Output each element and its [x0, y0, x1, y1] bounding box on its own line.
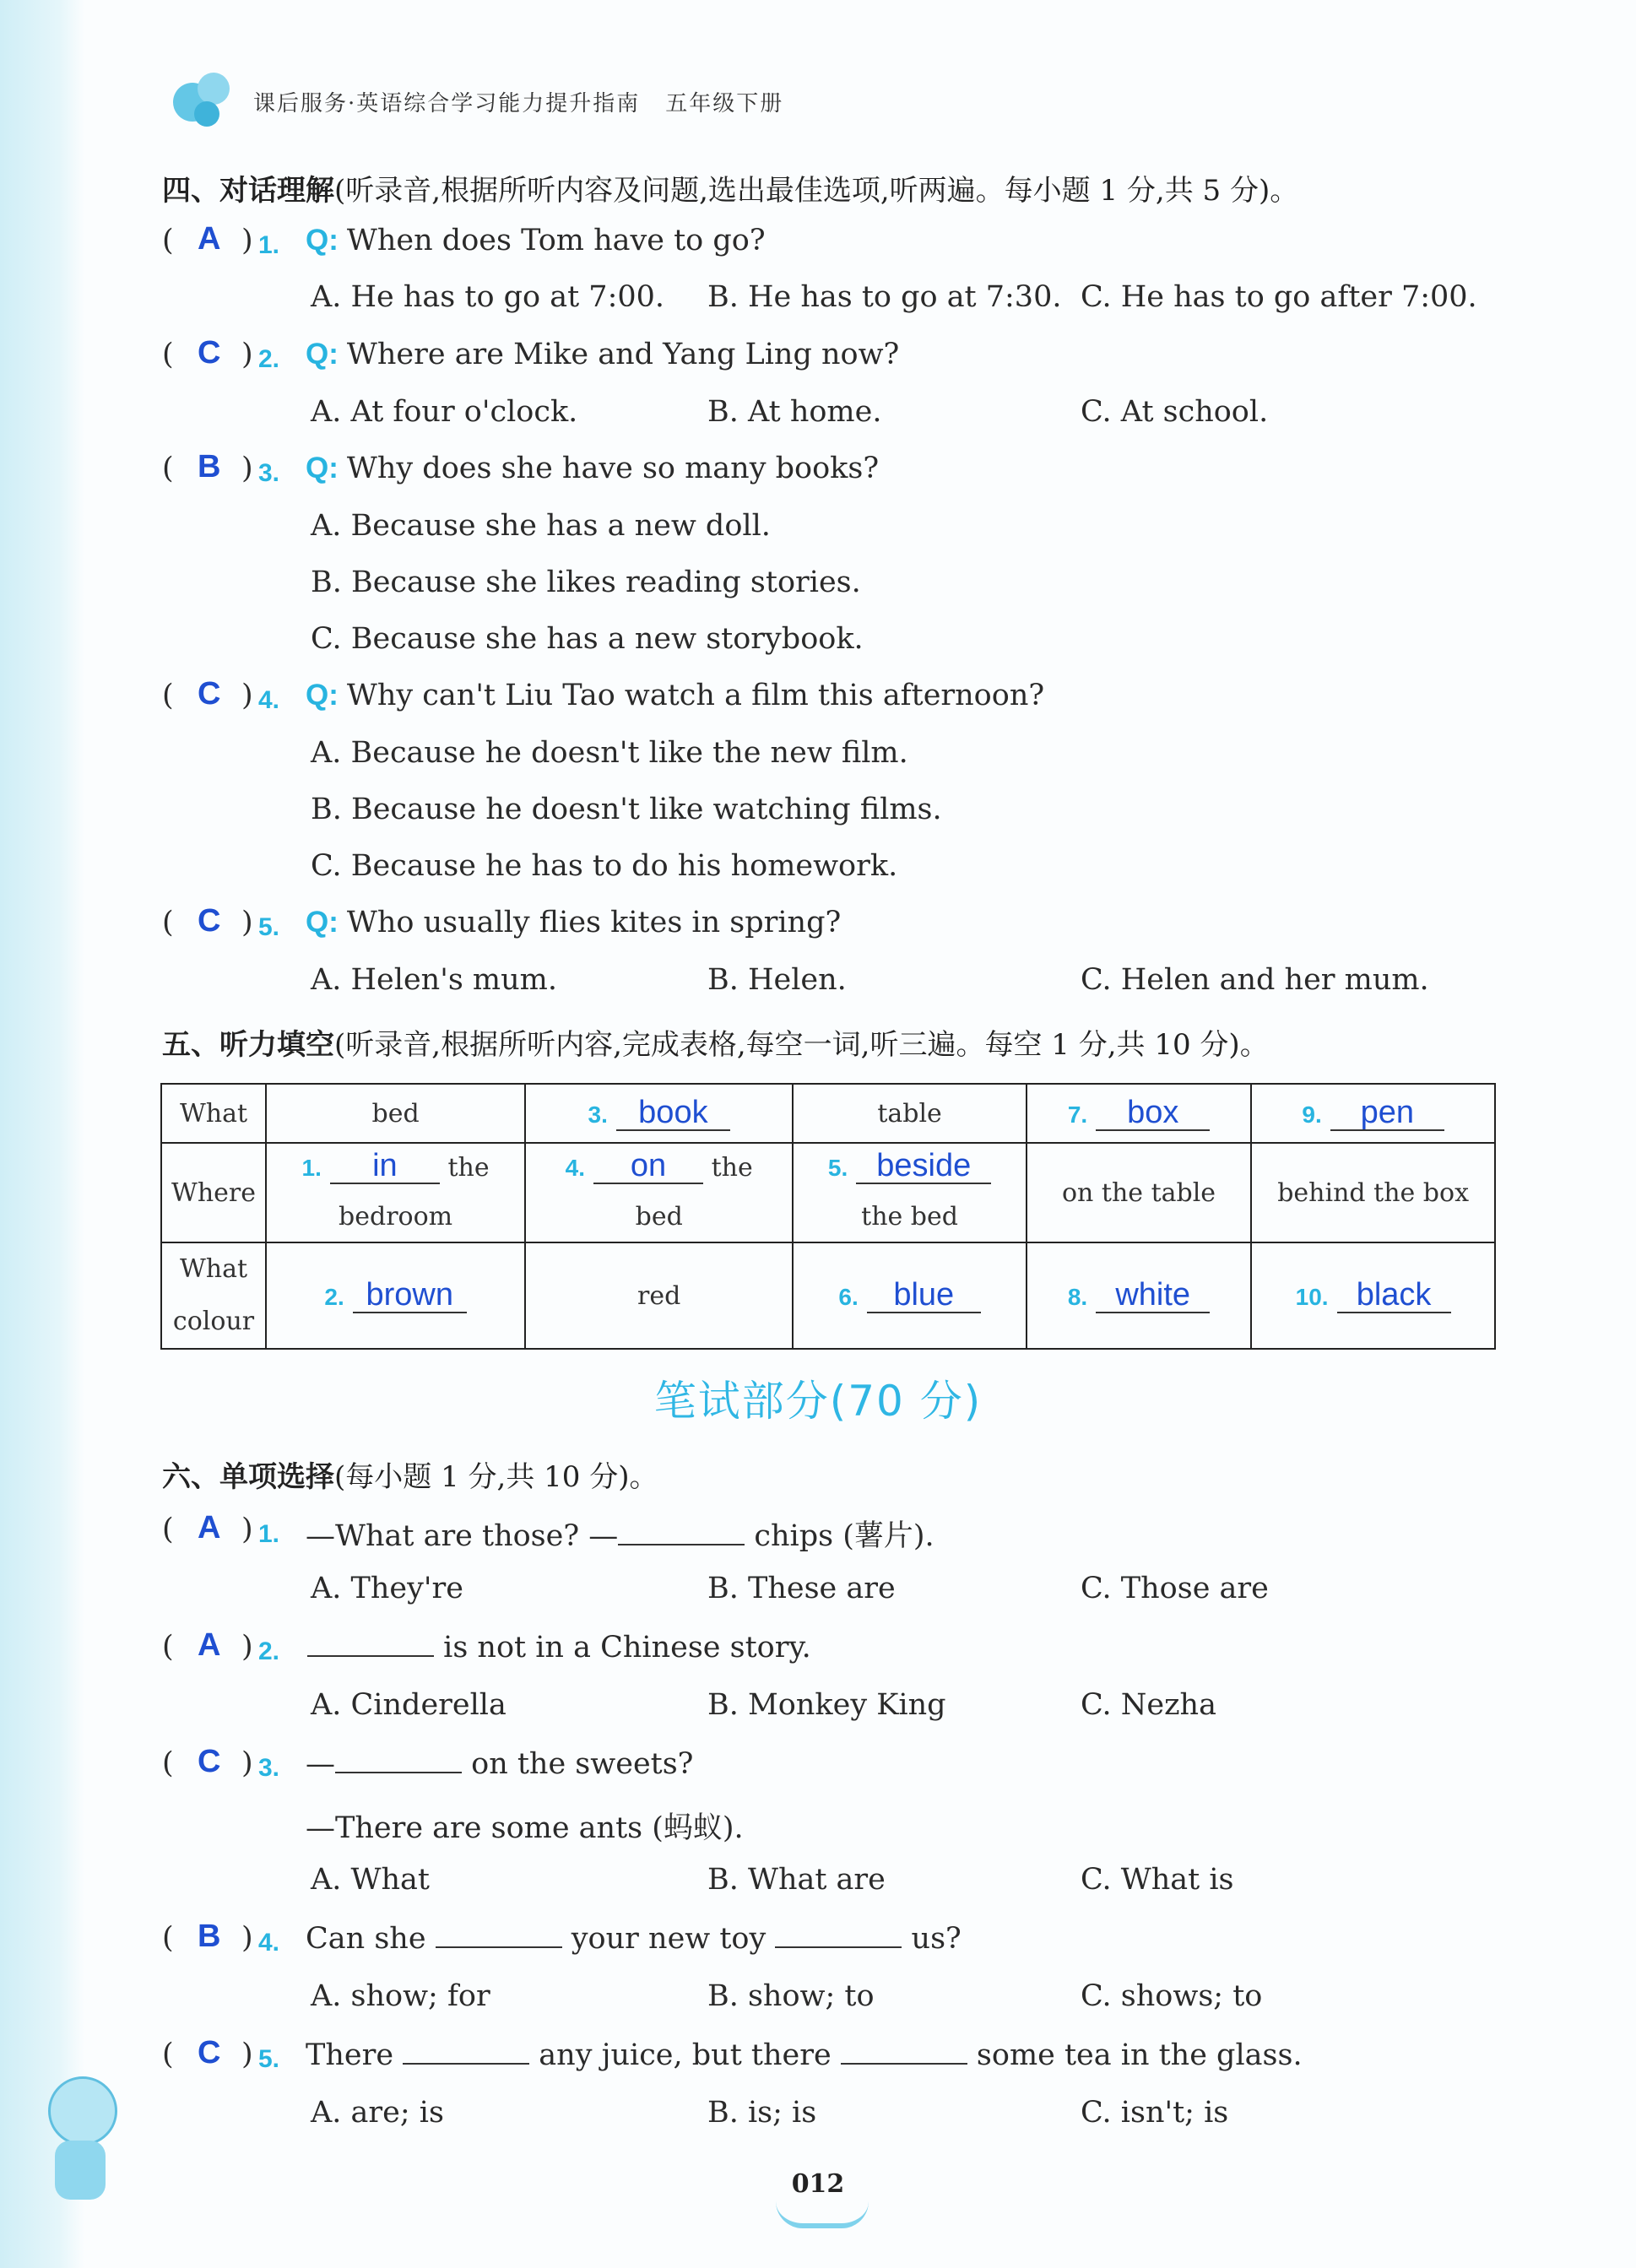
fill-blank — [436, 1921, 562, 1948]
section-6-title: 六、单项选择(每小题 1 分,共 10 分)。 — [162, 1460, 658, 1494]
section-4-title: 四、对话理解(听录音,根据所听内容及问题,选出最佳选项,听两遍。每小题 1 分,共 5 分)。 — [162, 174, 1299, 208]
answer-mark: B — [198, 449, 221, 484]
option-c: C. He has to go after 7:00. — [1081, 280, 1477, 314]
answer-mark: B — [198, 1919, 221, 1954]
option-b: B. These are — [707, 1572, 896, 1605]
answer-blank: beside — [856, 1149, 991, 1184]
fill-blank — [775, 1921, 902, 1948]
question-number: 3. — [258, 1754, 280, 1782]
option-b: B. Helen. — [707, 963, 847, 997]
fill-blank — [618, 1518, 745, 1545]
question-text: Q: Who usually flies kites in spring? — [306, 906, 842, 939]
question-number: 3. — [258, 459, 280, 487]
question-number: 4. — [258, 1929, 280, 1957]
balloon-logo-icon — [169, 68, 236, 135]
answer-mark: C — [198, 335, 221, 371]
option-a: A. At four o'clock. — [311, 395, 578, 429]
question-text: Q: When does Tom have to go? — [306, 224, 766, 257]
question-text: Q: Why can't Liu Tao watch a film this afternoon? — [306, 679, 1045, 712]
option-a: A. What — [311, 1863, 430, 1897]
option-b: B. show; to — [707, 1979, 875, 2013]
option-c: C. At school. — [1081, 395, 1269, 429]
fill-blank — [307, 1630, 434, 1657]
answer-blank: black — [1337, 1278, 1451, 1313]
question-text: Q: Where are Mike and Yang Ling now? — [306, 338, 900, 371]
option-c: C. What is — [1081, 1863, 1234, 1897]
question-number: 2. — [258, 345, 280, 373]
option-a: A. Cinderella — [311, 1688, 507, 1722]
answer-blank: brown — [353, 1278, 467, 1313]
fill-blank — [841, 2038, 967, 2065]
answer-mark: A — [198, 221, 221, 257]
side-decoration-band — [0, 0, 84, 2268]
cartoon-boy-icon — [30, 2060, 131, 2228]
section-5-title: 五、听力填空(听录音,根据所听内容,完成表格,每空一词,听三遍。每空 1 分,共 10 分)。 — [162, 1028, 1269, 1062]
table-row: Where 1. in the bedroom 4. on the bed 5. beside the bed on the table behind the box — [161, 1143, 1495, 1242]
answer-blank: on — [593, 1149, 703, 1184]
page-number-decoration — [776, 2201, 869, 2228]
question-number: 5. — [258, 913, 280, 941]
row-label: What colour — [161, 1242, 266, 1349]
answer-blank: pen — [1330, 1096, 1444, 1131]
question-text: Q: Why does she have so many books? — [306, 452, 880, 485]
question-text: is not in a Chinese story. — [307, 1630, 811, 1664]
option-b: B. is; is — [707, 2096, 817, 2130]
table-row: What colour 2. brown red 6. blue 8. white 10. black — [161, 1242, 1495, 1349]
option-c: C. isn't; is — [1081, 2096, 1229, 2130]
fill-blank — [403, 2038, 529, 2065]
answer-blank: blue — [867, 1278, 981, 1313]
question-text: —What are those? — chips (薯片). — [306, 1519, 934, 1553]
option-b: B. Because he doesn't like watching films. — [311, 793, 942, 826]
option-c: C. Because he has to do his homework. — [311, 849, 898, 883]
answer-mark: C — [198, 2035, 221, 2070]
option-a: A. Helen's mum. — [311, 963, 557, 997]
option-a: A. They're — [311, 1572, 463, 1605]
option-c: C. Helen and her mum. — [1081, 963, 1429, 997]
fill-blank — [335, 1746, 462, 1773]
answer-mark: C — [198, 676, 221, 712]
question-text: There any juice, but there some tea in the glass. — [306, 2038, 1303, 2072]
row-label: Where — [161, 1143, 266, 1242]
option-a: A. He has to go at 7:00. — [311, 280, 665, 314]
option-c: C. Those are — [1081, 1572, 1269, 1605]
grade-label: 五年级下册 — [665, 90, 784, 116]
option-b: B. What are — [707, 1863, 886, 1897]
page-header — [169, 68, 783, 135]
listening-table — [160, 1083, 1496, 1350]
answer-blank: box — [1096, 1096, 1210, 1131]
question-number: 1. — [258, 231, 280, 259]
option-b: B. Because she likes reading stories. — [311, 566, 861, 599]
option-c: C. shows; to — [1081, 1979, 1263, 2013]
option-a: A. Because she has a new doll. — [311, 509, 771, 543]
option-a: A. show; for — [311, 1979, 490, 2013]
option-a: A. Because he doesn't like the new film. — [311, 736, 908, 770]
option-b: B. He has to go at 7:30. — [707, 280, 1062, 314]
option-c: C. Because she has a new storybook. — [311, 622, 864, 656]
answer-blank: white — [1096, 1278, 1210, 1313]
answer-mark: A — [198, 1627, 221, 1663]
answer-mark: A — [198, 1510, 221, 1545]
written-part-title: 笔试部分(70 分) — [653, 1377, 983, 1426]
page-number: 012 — [791, 2169, 845, 2199]
question-text-line-2: —There are some ants (蚂蚁). — [306, 1811, 744, 1845]
table-row: What bed 3. book table 7. box 9. pen — [161, 1084, 1495, 1143]
question-number: 1. — [258, 1520, 280, 1548]
question-number: 4. — [258, 686, 280, 714]
book-title: 课后服务·英语综合学习能力提升指南 — [253, 90, 641, 116]
answer-blank: book — [616, 1096, 730, 1131]
answer-mark: C — [198, 1744, 221, 1779]
answer-blank: in — [330, 1149, 440, 1184]
option-a: A. are; is — [311, 2096, 444, 2130]
option-b: B. Monkey King — [707, 1688, 946, 1722]
row-label: What — [161, 1084, 266, 1143]
question-number: 5. — [258, 2045, 280, 2073]
answer-mark: C — [198, 903, 221, 939]
question-text: Can she your new toy us? — [306, 1922, 962, 1956]
question-number: 2. — [258, 1637, 280, 1665]
option-b: B. At home. — [707, 395, 882, 429]
question-text: — on the sweets? — [306, 1747, 694, 1781]
option-c: C. Nezha — [1081, 1688, 1216, 1722]
